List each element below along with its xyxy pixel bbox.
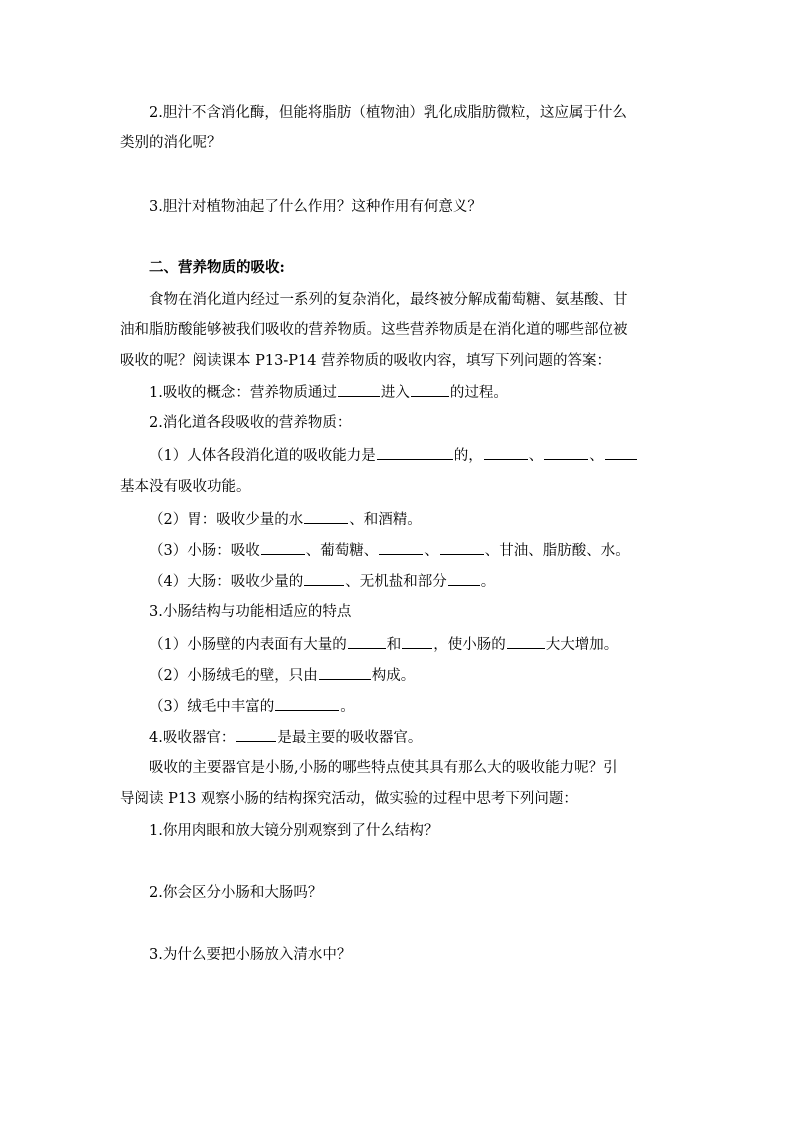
intro-line3: 吸收的呢？阅读课本 P13-P14 营养物质的吸收内容，填写下列问题的答案：: [120, 353, 612, 369]
q3-bile-question: 3.胆汁对植物油起了什么作用？这种作用有何意义？: [149, 199, 482, 215]
item2-1-text-d: 、: [589, 448, 604, 464]
intro-line2: 油和脂肪酸能够被我们吸收的营养物质。这些营养物质是在消化道的哪些部位被: [120, 322, 628, 338]
item2-2-text-a: （2）胃：吸收少量的水: [149, 512, 304, 528]
item4-text-b: 是最主要的吸收器官。: [277, 730, 423, 746]
item1-text-b: 进入: [380, 385, 410, 401]
item4-absorption-organ: [149, 727, 422, 748]
answer-blank[interactable]: [319, 665, 371, 680]
item3-3-text-a: （3）绒毛中丰富的: [149, 699, 275, 715]
item3-1-text-b: 和: [386, 637, 402, 653]
answer-blank[interactable]: [304, 509, 348, 524]
answer-blank[interactable]: [379, 540, 423, 555]
item3-1-text-a: （1）小肠壁的内表面有大量的: [149, 637, 347, 653]
item2-4-text-b: 、无机盐和部分: [345, 574, 447, 590]
question-1: 1.你用肉眼和放大镜分别观察到了什么结构？: [149, 823, 439, 839]
item3-2-text-b: 构成。: [371, 668, 416, 684]
answer-blank[interactable]: [605, 445, 637, 460]
item2-3-text-c: 、: [424, 543, 439, 559]
item2-3-small-intestine: [149, 540, 630, 561]
item3-title: 3.小肠结构与功能相适应的特点: [149, 604, 352, 620]
item1-absorption-concept: [149, 382, 508, 403]
section-heading: 二、营养物质的吸收:: [149, 259, 285, 276]
answer-blank[interactable]: [411, 382, 449, 397]
intro-line1: 食物在消化道内经过一系列的复杂消化，最终被分解成葡萄糖、氨基酸、甘: [149, 292, 628, 308]
item2-4-large-intestine: [149, 571, 495, 592]
item3-1-text-c: ，使小肠的: [433, 637, 506, 653]
item2-4-text-a: （4）大肠：吸收少量的: [149, 574, 304, 590]
answer-blank[interactable]: [507, 634, 545, 649]
item3-3-text-b: 。: [340, 699, 355, 715]
answer-blank[interactable]: [448, 571, 480, 586]
item2-1: [149, 445, 638, 466]
question-3: 3.为什么要把小肠放入清水中？: [149, 947, 352, 963]
item2-1-text-b: 的，: [453, 448, 483, 464]
guide-line1: 吸收的主要器官是小肠,小肠的哪些特点使其具有那么大的吸收能力呢？引: [149, 760, 618, 776]
answer-blank[interactable]: [348, 634, 386, 649]
answer-blank[interactable]: [338, 382, 380, 397]
item3-2: [149, 665, 415, 686]
answer-blank[interactable]: [484, 445, 528, 460]
answer-blank[interactable]: [377, 445, 453, 460]
item2-4-text-c: 。: [480, 574, 496, 590]
answer-blank[interactable]: [236, 727, 276, 742]
item3-1: [149, 634, 618, 655]
q2-bile-line2: 类别的消化呢？: [120, 135, 222, 151]
item4-text-a: 4.吸收器官：: [149, 730, 236, 746]
item3-1-text-d: 大大增加。: [545, 637, 619, 653]
item2-3-text-a: （3）小肠：吸收: [149, 543, 260, 559]
answer-blank[interactable]: [402, 634, 432, 649]
item1-text-a: 1.吸收的概念：营养物质通过: [149, 385, 337, 401]
answer-blank[interactable]: [275, 696, 339, 711]
item2-2-stomach: [149, 509, 422, 530]
item2-3-text-d: 、甘油、脂肪酸、水。: [484, 543, 630, 559]
answer-blank[interactable]: [544, 445, 588, 460]
answer-blank[interactable]: [304, 571, 344, 586]
answer-blank[interactable]: [440, 540, 484, 555]
item1-text-c: 的过程。: [449, 385, 508, 401]
item3-2-text-a: （2）小肠绒毛的壁，只由: [149, 668, 318, 684]
guide-line2: 导阅读 P13 观察小肠的结构探究活动，做实验的过程中思考下列问题：: [120, 791, 578, 807]
question-2: 2.你会区分小肠和大肠吗？: [149, 885, 323, 901]
item2-3-text-b: 、葡萄糖、: [305, 543, 379, 559]
item2-1-continuation: 基本没有吸收功能。: [120, 479, 251, 495]
item2-1-text-c: 、: [528, 448, 544, 464]
item2-2-text-b: 、和酒精。: [349, 512, 422, 528]
answer-blank[interactable]: [261, 540, 305, 555]
item2-title: 2.消化道各段吸收的营养物质：: [149, 415, 352, 431]
item2-1-text-a: （1）人体各段消化道的吸收能力是: [149, 448, 376, 464]
item3-3: [149, 696, 355, 717]
q2-bile-line1: 2.胆汁不含消化酶，但能将脂肪（植物油）乳化成脂肪微粒，这应属于什么: [149, 105, 627, 121]
